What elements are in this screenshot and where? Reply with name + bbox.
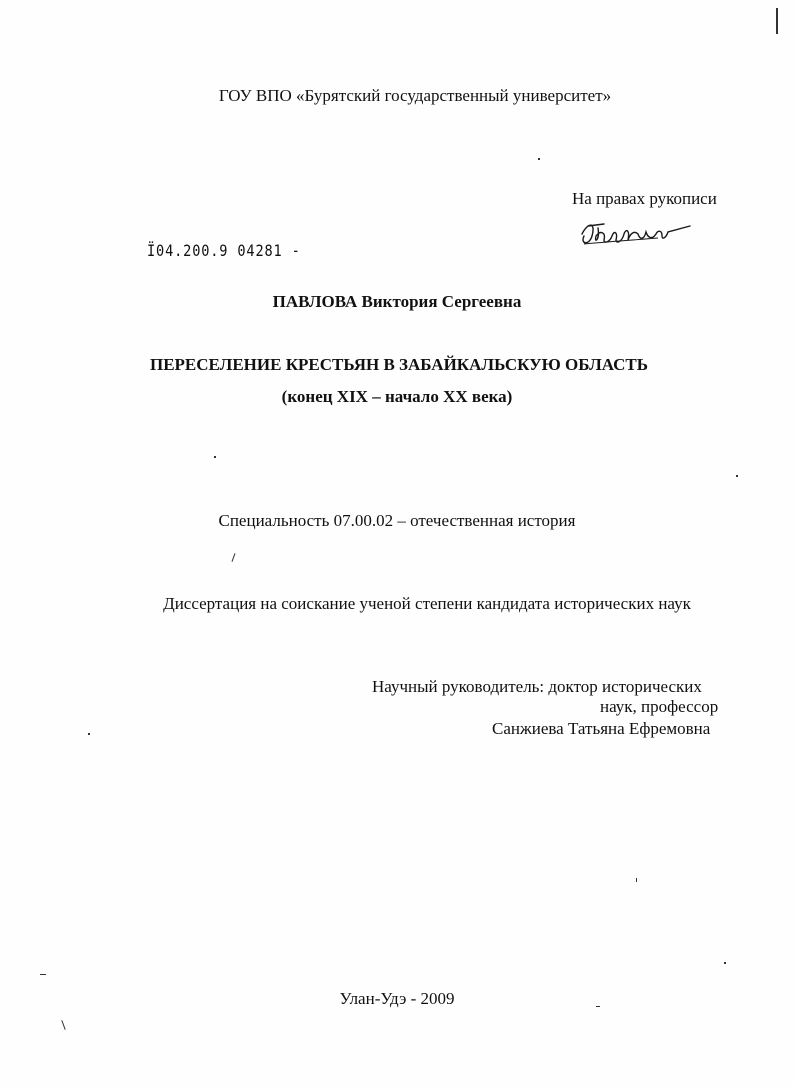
thesis-subtitle: (конец XIX – начало XX века) [281, 387, 513, 406]
scan-speck [231, 553, 235, 562]
city-year: Улан-Удэ - 2009 [339, 989, 455, 1008]
advisor-name: Санжиева Татьяна Ефремовна [492, 719, 711, 738]
scan-speck [776, 8, 778, 34]
thesis-title: ПЕРЕСЕЛЕНИЕ КРЕСТЬЯН В ЗАБАЙКАЛЬСКУЮ ОБЛАСТЬ [149, 355, 649, 374]
scan-speck [724, 962, 726, 964]
scan-speck [40, 974, 46, 975]
specialty-line: Специальность 07.00.02 – отечественная история [218, 511, 576, 530]
scan-speck [61, 1020, 65, 1030]
degree-line: Диссертация на соискание ученой степени кандидата исторических наук [163, 594, 691, 613]
author-name: ПАВЛОВА Виктория Сергеевна [272, 292, 522, 311]
scan-speck [214, 456, 216, 458]
scan-speck [636, 878, 637, 882]
university-name: ГОУ ВПО «Бурятский государственный университет» [218, 86, 612, 105]
scan-speck [88, 733, 90, 735]
scan-speck [736, 475, 738, 477]
archive-number: Ї04.200.9 04281 - [147, 241, 301, 260]
scan-speck [596, 1006, 600, 1007]
manuscript-rights-label: На правах рукописи [572, 189, 717, 208]
advisor-line-2: наук, профессор [600, 697, 719, 716]
signature-icon [574, 214, 694, 254]
scan-speck [538, 158, 540, 160]
advisor-line-1: Научный руководитель: доктор исторических [372, 677, 702, 696]
